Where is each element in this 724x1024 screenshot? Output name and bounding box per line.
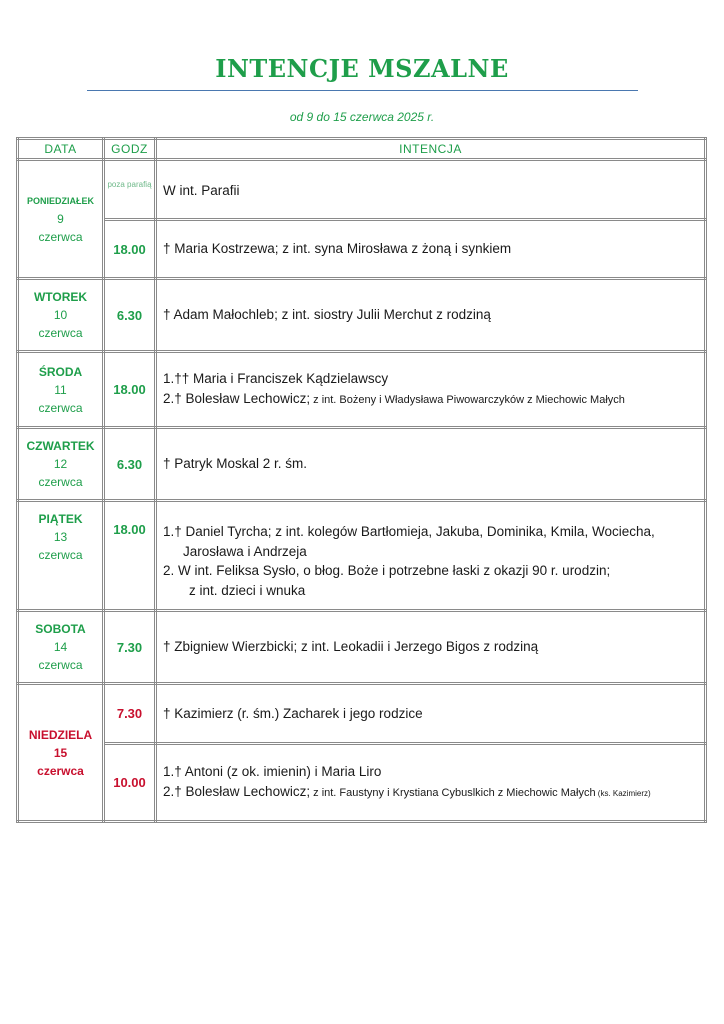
day-number: 9 xyxy=(57,212,64,226)
table-row xyxy=(18,279,706,352)
table-row xyxy=(18,611,706,684)
time-cell: 18.00 xyxy=(104,352,156,428)
intention-cell xyxy=(156,279,706,352)
intention-cell xyxy=(156,501,706,611)
intention-cell xyxy=(156,428,706,501)
page-title: INTENCJE MSZALNE xyxy=(215,54,509,83)
table-row xyxy=(18,684,706,744)
day-cell-sunday xyxy=(18,684,104,822)
day-name: ŚRODA xyxy=(38,364,83,379)
header-intention: INTENCJA xyxy=(156,139,706,160)
table-row xyxy=(18,501,706,611)
day-name: PONIEDZIAŁEK xyxy=(26,196,94,206)
header-date: DATA xyxy=(18,139,104,160)
intention-line: 1.†† Maria i Franciszek Kądzielawscy xyxy=(163,371,389,386)
table-row xyxy=(18,352,706,428)
table-row xyxy=(18,744,706,822)
intention-cell xyxy=(156,352,706,428)
intention-text: † Adam Małochleb; z int. siostry Julii Merchut z rodziną xyxy=(163,307,491,323)
mass-intentions-table xyxy=(16,137,707,823)
time-cell: 6.30 xyxy=(104,428,156,501)
intention-cell xyxy=(156,611,706,684)
day-month: czerwca xyxy=(37,763,84,778)
intention-main: 2.† Bolesław Lechowicz; xyxy=(163,390,311,406)
header-time: GODZ xyxy=(104,139,156,160)
intention-text: † Kazimierz (r. śm.) Zacharek i jego rodzice xyxy=(163,705,423,721)
time-cell: 10.00 xyxy=(104,744,156,822)
intention-cell xyxy=(156,160,706,220)
day-name: WTOREK xyxy=(33,290,88,304)
intention-text: † Patryk Moskal 2 r. śm. xyxy=(163,456,308,472)
day-number: 15 xyxy=(53,745,68,760)
time-cell: 7.30 xyxy=(104,684,156,744)
time-cell: 18.00 xyxy=(104,501,156,611)
day-number: 12 xyxy=(53,457,68,471)
title-divider xyxy=(87,90,638,91)
day-number: 10 xyxy=(53,308,68,322)
intention-cell xyxy=(156,744,706,822)
table-row xyxy=(18,428,706,501)
intention-cell xyxy=(156,220,706,279)
day-cell-tuesday xyxy=(18,279,104,352)
intention-note-tail: (ks. Kazimierz) xyxy=(595,788,651,798)
day-cell-thursday xyxy=(18,428,104,501)
day-month: czerwca xyxy=(38,475,83,489)
intention-text: W int. Parafii xyxy=(163,183,240,198)
intention-note: z int. Bożeny i Władysława Piwowarczyków z Miechowic Małych xyxy=(310,393,625,406)
day-name: SOBOTA xyxy=(35,622,86,636)
intention-line: Jarosława i Andrzeja xyxy=(183,543,307,559)
intention-text: † Zbigniew Wierzbicki; z int. Leokadii i Jerzego Bigos z rodziną xyxy=(163,639,539,655)
day-month: czerwca xyxy=(38,548,83,562)
intention-main: 2.† Bolesław Lechowicz; xyxy=(163,783,311,799)
day-number: 11 xyxy=(54,382,67,397)
time-cell: 6.30 xyxy=(104,279,156,352)
day-name: PIĄTEK xyxy=(38,512,83,526)
day-cell-monday xyxy=(18,160,104,279)
day-month: czerwca xyxy=(38,658,83,672)
intention-line: z int. dzieci i wnuka xyxy=(189,582,306,598)
day-cell-saturday xyxy=(18,611,104,684)
intention-text: † Maria Kostrzewa; z int. syna Mirosława z żoną i synkiem xyxy=(163,241,512,257)
day-cell-wednesday xyxy=(18,352,104,428)
intention-note: z int. Faustyny i Krystiana Cybuslkich z Miechowic Małych xyxy=(310,786,596,799)
table-row xyxy=(18,160,706,220)
intention-line: 1.† Antoni (z ok. imienin) i Maria Liro xyxy=(163,764,382,779)
table-row xyxy=(18,220,706,279)
day-name: NIEDZIELA xyxy=(28,727,93,742)
intention-line: 2. W int. Feliksa Sysło, o błog. Boże i potrzebne łaski z okazji 90 r. urodzin; xyxy=(163,563,611,578)
intention-line xyxy=(163,782,704,804)
day-month: czerwca xyxy=(38,400,83,415)
time-cell: 18.00 xyxy=(104,220,156,279)
intention-cell xyxy=(156,684,706,744)
day-number: 13 xyxy=(53,530,68,544)
date-range-subtitle: od 9 do 15 czerwca 2025 r. xyxy=(289,110,435,124)
time-cell: 7.30 xyxy=(104,611,156,684)
intention-line: 1.† Daniel Tyrcha; z int. kolegów Bartłomieja, Jakuba, Dominika, Kmila, Wociecha, xyxy=(163,524,655,539)
day-cell-friday xyxy=(18,501,104,611)
day-month: czerwca xyxy=(38,230,83,244)
day-name: CZWARTEK xyxy=(26,439,95,453)
intention-line xyxy=(163,389,704,411)
day-month: czerwca xyxy=(38,326,83,340)
time-cell: poza parafią xyxy=(104,160,156,220)
table-header-row xyxy=(18,139,706,160)
day-number: 14 xyxy=(53,640,68,654)
